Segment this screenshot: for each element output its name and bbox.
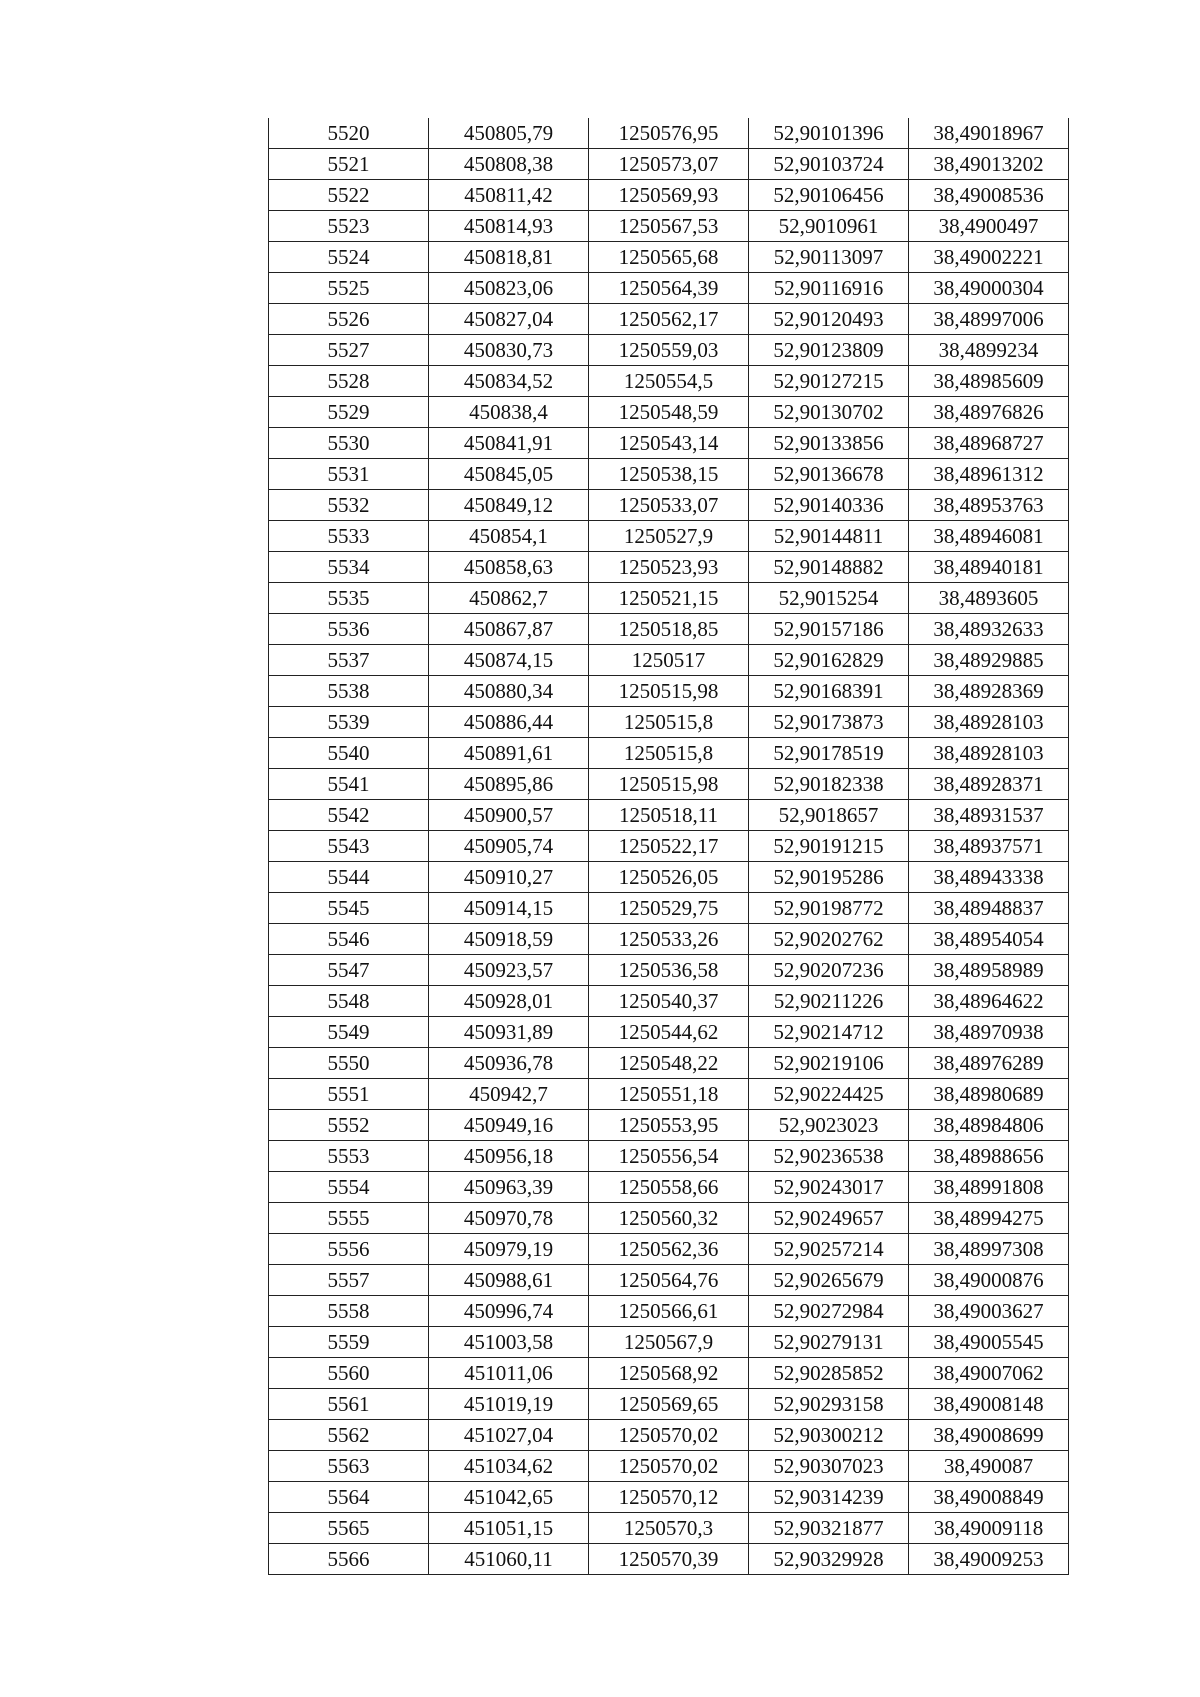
x-coordinate-cell: 451042,65 (429, 1482, 589, 1513)
latitude-cell: 52,90123809 (749, 335, 909, 366)
y-coordinate-cell: 1250553,95 (589, 1110, 749, 1141)
latitude-cell: 52,9018657 (749, 800, 909, 831)
longitude-cell: 38,48929885 (909, 645, 1069, 676)
table-row (269, 1234, 1069, 1265)
y-coordinate-cell: 1250523,93 (589, 552, 749, 583)
longitude-cell: 38,49008148 (909, 1389, 1069, 1420)
x-coordinate-cell: 450918,59 (429, 924, 589, 955)
x-coordinate-cell: 450979,19 (429, 1234, 589, 1265)
x-coordinate-cell: 450838,4 (429, 397, 589, 428)
point-number-cell: 5537 (269, 645, 429, 676)
point-number-cell: 5553 (269, 1141, 429, 1172)
x-coordinate-cell: 450931,89 (429, 1017, 589, 1048)
latitude-cell: 52,90257214 (749, 1234, 909, 1265)
x-coordinate-cell: 451019,19 (429, 1389, 589, 1420)
table-row (269, 149, 1069, 180)
point-number-cell: 5531 (269, 459, 429, 490)
latitude-cell: 52,90214712 (749, 1017, 909, 1048)
longitude-cell: 38,49018967 (909, 118, 1069, 149)
latitude-cell: 52,90157186 (749, 614, 909, 645)
latitude-cell: 52,90130702 (749, 397, 909, 428)
latitude-cell: 52,90285852 (749, 1358, 909, 1389)
latitude-cell: 52,9015254 (749, 583, 909, 614)
longitude-cell: 38,49008536 (909, 180, 1069, 211)
table-row (269, 583, 1069, 614)
x-coordinate-cell: 450858,63 (429, 552, 589, 583)
point-number-cell: 5564 (269, 1482, 429, 1513)
latitude-cell: 52,90168391 (749, 676, 909, 707)
y-coordinate-cell: 1250568,92 (589, 1358, 749, 1389)
y-coordinate-cell: 1250544,62 (589, 1017, 749, 1048)
table-row (269, 862, 1069, 893)
point-number-cell: 5530 (269, 428, 429, 459)
point-number-cell: 5566 (269, 1544, 429, 1575)
point-number-cell: 5549 (269, 1017, 429, 1048)
y-coordinate-cell: 1250573,07 (589, 149, 749, 180)
table-row (269, 893, 1069, 924)
x-coordinate-cell: 451034,62 (429, 1451, 589, 1482)
point-number-cell: 5560 (269, 1358, 429, 1389)
latitude-cell: 52,90300212 (749, 1420, 909, 1451)
point-number-cell: 5551 (269, 1079, 429, 1110)
table-row (269, 397, 1069, 428)
x-coordinate-cell: 450910,27 (429, 862, 589, 893)
latitude-cell: 52,90243017 (749, 1172, 909, 1203)
table-row (269, 304, 1069, 335)
table-row (269, 1203, 1069, 1234)
point-number-cell: 5547 (269, 955, 429, 986)
latitude-cell: 52,90202762 (749, 924, 909, 955)
point-number-cell: 5546 (269, 924, 429, 955)
longitude-cell: 38,49013202 (909, 149, 1069, 180)
table-row (269, 1389, 1069, 1420)
longitude-cell: 38,49002221 (909, 242, 1069, 273)
longitude-cell: 38,490087 (909, 1451, 1069, 1482)
x-coordinate-cell: 450811,42 (429, 180, 589, 211)
table-row (269, 1017, 1069, 1048)
latitude-cell: 52,90173873 (749, 707, 909, 738)
y-coordinate-cell: 1250576,95 (589, 118, 749, 149)
x-coordinate-cell: 450996,74 (429, 1296, 589, 1327)
table-row (269, 1048, 1069, 1079)
table-row (269, 1079, 1069, 1110)
table-row (269, 1358, 1069, 1389)
point-number-cell: 5562 (269, 1420, 429, 1451)
x-coordinate-cell: 451060,11 (429, 1544, 589, 1575)
point-number-cell: 5552 (269, 1110, 429, 1141)
table-row (269, 955, 1069, 986)
longitude-cell: 38,48943338 (909, 862, 1069, 893)
y-coordinate-cell: 1250558,66 (589, 1172, 749, 1203)
latitude-cell: 52,90293158 (749, 1389, 909, 1420)
y-coordinate-cell: 1250562,17 (589, 304, 749, 335)
point-number-cell: 5534 (269, 552, 429, 583)
longitude-cell: 38,49008849 (909, 1482, 1069, 1513)
table-row (269, 180, 1069, 211)
x-coordinate-cell: 450814,93 (429, 211, 589, 242)
table-row (269, 521, 1069, 552)
y-coordinate-cell: 1250564,39 (589, 273, 749, 304)
x-coordinate-cell: 450900,57 (429, 800, 589, 831)
y-coordinate-cell: 1250529,75 (589, 893, 749, 924)
table-row (269, 1482, 1069, 1513)
x-coordinate-cell: 451011,06 (429, 1358, 589, 1389)
latitude-cell: 52,90133856 (749, 428, 909, 459)
point-number-cell: 5535 (269, 583, 429, 614)
x-coordinate-cell: 450886,44 (429, 707, 589, 738)
x-coordinate-cell: 450963,39 (429, 1172, 589, 1203)
latitude-cell: 52,90198772 (749, 893, 909, 924)
longitude-cell: 38,49000876 (909, 1265, 1069, 1296)
y-coordinate-cell: 1250567,53 (589, 211, 749, 242)
longitude-cell: 38,48928369 (909, 676, 1069, 707)
table-row (269, 428, 1069, 459)
y-coordinate-cell: 1250569,65 (589, 1389, 749, 1420)
table-row (269, 1544, 1069, 1575)
coordinate-table (268, 118, 1069, 1575)
latitude-cell: 52,90178519 (749, 738, 909, 769)
table-row (269, 211, 1069, 242)
latitude-cell: 52,90182338 (749, 769, 909, 800)
y-coordinate-cell: 1250533,07 (589, 490, 749, 521)
longitude-cell: 38,48968727 (909, 428, 1069, 459)
table-row (269, 459, 1069, 490)
longitude-cell: 38,49009253 (909, 1544, 1069, 1575)
y-coordinate-cell: 1250565,68 (589, 242, 749, 273)
point-number-cell: 5557 (269, 1265, 429, 1296)
x-coordinate-cell: 450854,1 (429, 521, 589, 552)
x-coordinate-cell: 450867,87 (429, 614, 589, 645)
x-coordinate-cell: 450827,04 (429, 304, 589, 335)
table-row (269, 924, 1069, 955)
longitude-cell: 38,48964622 (909, 986, 1069, 1017)
latitude-cell: 52,90144811 (749, 521, 909, 552)
y-coordinate-cell: 1250515,8 (589, 707, 749, 738)
x-coordinate-cell: 450942,7 (429, 1079, 589, 1110)
longitude-cell: 38,48961312 (909, 459, 1069, 490)
latitude-cell: 52,90140336 (749, 490, 909, 521)
x-coordinate-cell: 450805,79 (429, 118, 589, 149)
latitude-cell: 52,90321877 (749, 1513, 909, 1544)
table-row (269, 1513, 1069, 1544)
x-coordinate-cell: 450936,78 (429, 1048, 589, 1079)
longitude-cell: 38,48980689 (909, 1079, 1069, 1110)
x-coordinate-cell: 450914,15 (429, 893, 589, 924)
table-row (269, 986, 1069, 1017)
point-number-cell: 5556 (269, 1234, 429, 1265)
x-coordinate-cell: 450808,38 (429, 149, 589, 180)
latitude-cell: 52,90116916 (749, 273, 909, 304)
x-coordinate-cell: 450874,15 (429, 645, 589, 676)
longitude-cell: 38,49008699 (909, 1420, 1069, 1451)
y-coordinate-cell: 1250515,8 (589, 738, 749, 769)
y-coordinate-cell: 1250551,18 (589, 1079, 749, 1110)
y-coordinate-cell: 1250548,59 (589, 397, 749, 428)
point-number-cell: 5543 (269, 831, 429, 862)
latitude-cell: 52,90113097 (749, 242, 909, 273)
point-number-cell: 5539 (269, 707, 429, 738)
table-row (269, 800, 1069, 831)
table-row (269, 490, 1069, 521)
longitude-cell: 38,49009118 (909, 1513, 1069, 1544)
y-coordinate-cell: 1250570,02 (589, 1420, 749, 1451)
longitude-cell: 38,48997006 (909, 304, 1069, 335)
x-coordinate-cell: 450988,61 (429, 1265, 589, 1296)
table-row (269, 1420, 1069, 1451)
point-number-cell: 5527 (269, 335, 429, 366)
y-coordinate-cell: 1250526,05 (589, 862, 749, 893)
x-coordinate-cell: 450956,18 (429, 1141, 589, 1172)
longitude-cell: 38,48928103 (909, 738, 1069, 769)
y-coordinate-cell: 1250548,22 (589, 1048, 749, 1079)
latitude-cell: 52,90314239 (749, 1482, 909, 1513)
point-number-cell: 5544 (269, 862, 429, 893)
y-coordinate-cell: 1250518,11 (589, 800, 749, 831)
point-number-cell: 5540 (269, 738, 429, 769)
table-row (269, 769, 1069, 800)
x-coordinate-cell: 450818,81 (429, 242, 589, 273)
table-row (269, 1327, 1069, 1358)
y-coordinate-cell: 1250554,5 (589, 366, 749, 397)
x-coordinate-cell: 451027,04 (429, 1420, 589, 1451)
point-number-cell: 5538 (269, 676, 429, 707)
y-coordinate-cell: 1250570,39 (589, 1544, 749, 1575)
y-coordinate-cell: 1250515,98 (589, 769, 749, 800)
latitude-cell: 52,90191215 (749, 831, 909, 862)
y-coordinate-cell: 1250564,76 (589, 1265, 749, 1296)
latitude-cell: 52,90207236 (749, 955, 909, 986)
latitude-cell: 52,9023023 (749, 1110, 909, 1141)
latitude-cell: 52,90249657 (749, 1203, 909, 1234)
y-coordinate-cell: 1250533,26 (589, 924, 749, 955)
point-number-cell: 5520 (269, 118, 429, 149)
latitude-cell: 52,90162829 (749, 645, 909, 676)
longitude-cell: 38,48991808 (909, 1172, 1069, 1203)
latitude-cell: 52,90148882 (749, 552, 909, 583)
table-row (269, 831, 1069, 862)
table-row (269, 1141, 1069, 1172)
y-coordinate-cell: 1250570,3 (589, 1513, 749, 1544)
y-coordinate-cell: 1250527,9 (589, 521, 749, 552)
longitude-cell: 38,48931537 (909, 800, 1069, 831)
point-number-cell: 5555 (269, 1203, 429, 1234)
table-row (269, 1265, 1069, 1296)
longitude-cell: 38,48976826 (909, 397, 1069, 428)
table-row (269, 738, 1069, 769)
longitude-cell: 38,49000304 (909, 273, 1069, 304)
latitude-cell: 52,90136678 (749, 459, 909, 490)
point-number-cell: 5532 (269, 490, 429, 521)
y-coordinate-cell: 1250522,17 (589, 831, 749, 862)
latitude-cell: 52,90279131 (749, 1327, 909, 1358)
x-coordinate-cell: 450830,73 (429, 335, 589, 366)
latitude-cell: 52,90329928 (749, 1544, 909, 1575)
point-number-cell: 5565 (269, 1513, 429, 1544)
point-number-cell: 5563 (269, 1451, 429, 1482)
x-coordinate-cell: 450928,01 (429, 986, 589, 1017)
table-row (269, 1110, 1069, 1141)
longitude-cell: 38,48928103 (909, 707, 1069, 738)
table-row (269, 1451, 1069, 1482)
longitude-cell: 38,48948837 (909, 893, 1069, 924)
point-number-cell: 5541 (269, 769, 429, 800)
table-row (269, 614, 1069, 645)
x-coordinate-cell: 450970,78 (429, 1203, 589, 1234)
y-coordinate-cell: 1250543,14 (589, 428, 749, 459)
longitude-cell: 38,49005545 (909, 1327, 1069, 1358)
point-number-cell: 5524 (269, 242, 429, 273)
point-number-cell: 5548 (269, 986, 429, 1017)
point-number-cell: 5523 (269, 211, 429, 242)
point-number-cell: 5522 (269, 180, 429, 211)
longitude-cell: 38,48932633 (909, 614, 1069, 645)
latitude-cell: 52,90307023 (749, 1451, 909, 1482)
longitude-cell: 38,48953763 (909, 490, 1069, 521)
x-coordinate-cell: 450895,86 (429, 769, 589, 800)
x-coordinate-cell: 450949,16 (429, 1110, 589, 1141)
point-number-cell: 5536 (269, 614, 429, 645)
coordinate-table-body (269, 118, 1069, 1575)
longitude-cell: 38,4899234 (909, 335, 1069, 366)
latitude-cell: 52,90103724 (749, 149, 909, 180)
longitude-cell: 38,48940181 (909, 552, 1069, 583)
longitude-cell: 38,48970938 (909, 1017, 1069, 1048)
longitude-cell: 38,48928371 (909, 769, 1069, 800)
table-row (269, 242, 1069, 273)
x-coordinate-cell: 451051,15 (429, 1513, 589, 1544)
latitude-cell: 52,90224425 (749, 1079, 909, 1110)
longitude-cell: 38,48997308 (909, 1234, 1069, 1265)
longitude-cell: 38,48954054 (909, 924, 1069, 955)
point-number-cell: 5528 (269, 366, 429, 397)
y-coordinate-cell: 1250566,61 (589, 1296, 749, 1327)
y-coordinate-cell: 1250570,02 (589, 1451, 749, 1482)
y-coordinate-cell: 1250562,36 (589, 1234, 749, 1265)
latitude-cell: 52,9010961 (749, 211, 909, 242)
x-coordinate-cell: 450923,57 (429, 955, 589, 986)
point-number-cell: 5529 (269, 397, 429, 428)
x-coordinate-cell: 450891,61 (429, 738, 589, 769)
latitude-cell: 52,90127215 (749, 366, 909, 397)
x-coordinate-cell: 450845,05 (429, 459, 589, 490)
table-row (269, 1296, 1069, 1327)
latitude-cell: 52,90101396 (749, 118, 909, 149)
x-coordinate-cell: 450823,06 (429, 273, 589, 304)
longitude-cell: 38,48984806 (909, 1110, 1069, 1141)
point-number-cell: 5525 (269, 273, 429, 304)
x-coordinate-cell: 450905,74 (429, 831, 589, 862)
y-coordinate-cell: 1250536,58 (589, 955, 749, 986)
longitude-cell: 38,4900497 (909, 211, 1069, 242)
y-coordinate-cell: 1250515,98 (589, 676, 749, 707)
longitude-cell: 38,48976289 (909, 1048, 1069, 1079)
table-row (269, 118, 1069, 149)
longitude-cell: 38,49003627 (909, 1296, 1069, 1327)
y-coordinate-cell: 1250560,32 (589, 1203, 749, 1234)
point-number-cell: 5561 (269, 1389, 429, 1420)
y-coordinate-cell: 1250538,15 (589, 459, 749, 490)
table-row (269, 676, 1069, 707)
point-number-cell: 5550 (269, 1048, 429, 1079)
y-coordinate-cell: 1250556,54 (589, 1141, 749, 1172)
table-row (269, 552, 1069, 583)
point-number-cell: 5521 (269, 149, 429, 180)
longitude-cell: 38,48958989 (909, 955, 1069, 986)
latitude-cell: 52,90211226 (749, 986, 909, 1017)
point-number-cell: 5545 (269, 893, 429, 924)
latitude-cell: 52,90195286 (749, 862, 909, 893)
x-coordinate-cell: 450862,7 (429, 583, 589, 614)
y-coordinate-cell: 1250521,15 (589, 583, 749, 614)
table-row (269, 707, 1069, 738)
latitude-cell: 52,90272984 (749, 1296, 909, 1327)
latitude-cell: 52,90106456 (749, 180, 909, 211)
y-coordinate-cell: 1250569,93 (589, 180, 749, 211)
longitude-cell: 38,48988656 (909, 1141, 1069, 1172)
point-number-cell: 5558 (269, 1296, 429, 1327)
table-row (269, 1172, 1069, 1203)
y-coordinate-cell: 1250518,85 (589, 614, 749, 645)
latitude-cell: 52,90120493 (749, 304, 909, 335)
table-row (269, 366, 1069, 397)
point-number-cell: 5533 (269, 521, 429, 552)
latitude-cell: 52,90265679 (749, 1265, 909, 1296)
longitude-cell: 38,4893605 (909, 583, 1069, 614)
x-coordinate-cell: 451003,58 (429, 1327, 589, 1358)
latitude-cell: 52,90236538 (749, 1141, 909, 1172)
longitude-cell: 38,48994275 (909, 1203, 1069, 1234)
longitude-cell: 38,48985609 (909, 366, 1069, 397)
y-coordinate-cell: 1250567,9 (589, 1327, 749, 1358)
x-coordinate-cell: 450834,52 (429, 366, 589, 397)
y-coordinate-cell: 1250570,12 (589, 1482, 749, 1513)
table-row (269, 273, 1069, 304)
x-coordinate-cell: 450849,12 (429, 490, 589, 521)
longitude-cell: 38,48937571 (909, 831, 1069, 862)
point-number-cell: 5526 (269, 304, 429, 335)
x-coordinate-cell: 450880,34 (429, 676, 589, 707)
longitude-cell: 38,48946081 (909, 521, 1069, 552)
point-number-cell: 5554 (269, 1172, 429, 1203)
y-coordinate-cell: 1250559,03 (589, 335, 749, 366)
table-row (269, 645, 1069, 676)
table-row (269, 335, 1069, 366)
longitude-cell: 38,49007062 (909, 1358, 1069, 1389)
point-number-cell: 5542 (269, 800, 429, 831)
latitude-cell: 52,90219106 (749, 1048, 909, 1079)
x-coordinate-cell: 450841,91 (429, 428, 589, 459)
point-number-cell: 5559 (269, 1327, 429, 1358)
y-coordinate-cell: 1250517 (589, 645, 749, 676)
y-coordinate-cell: 1250540,37 (589, 986, 749, 1017)
